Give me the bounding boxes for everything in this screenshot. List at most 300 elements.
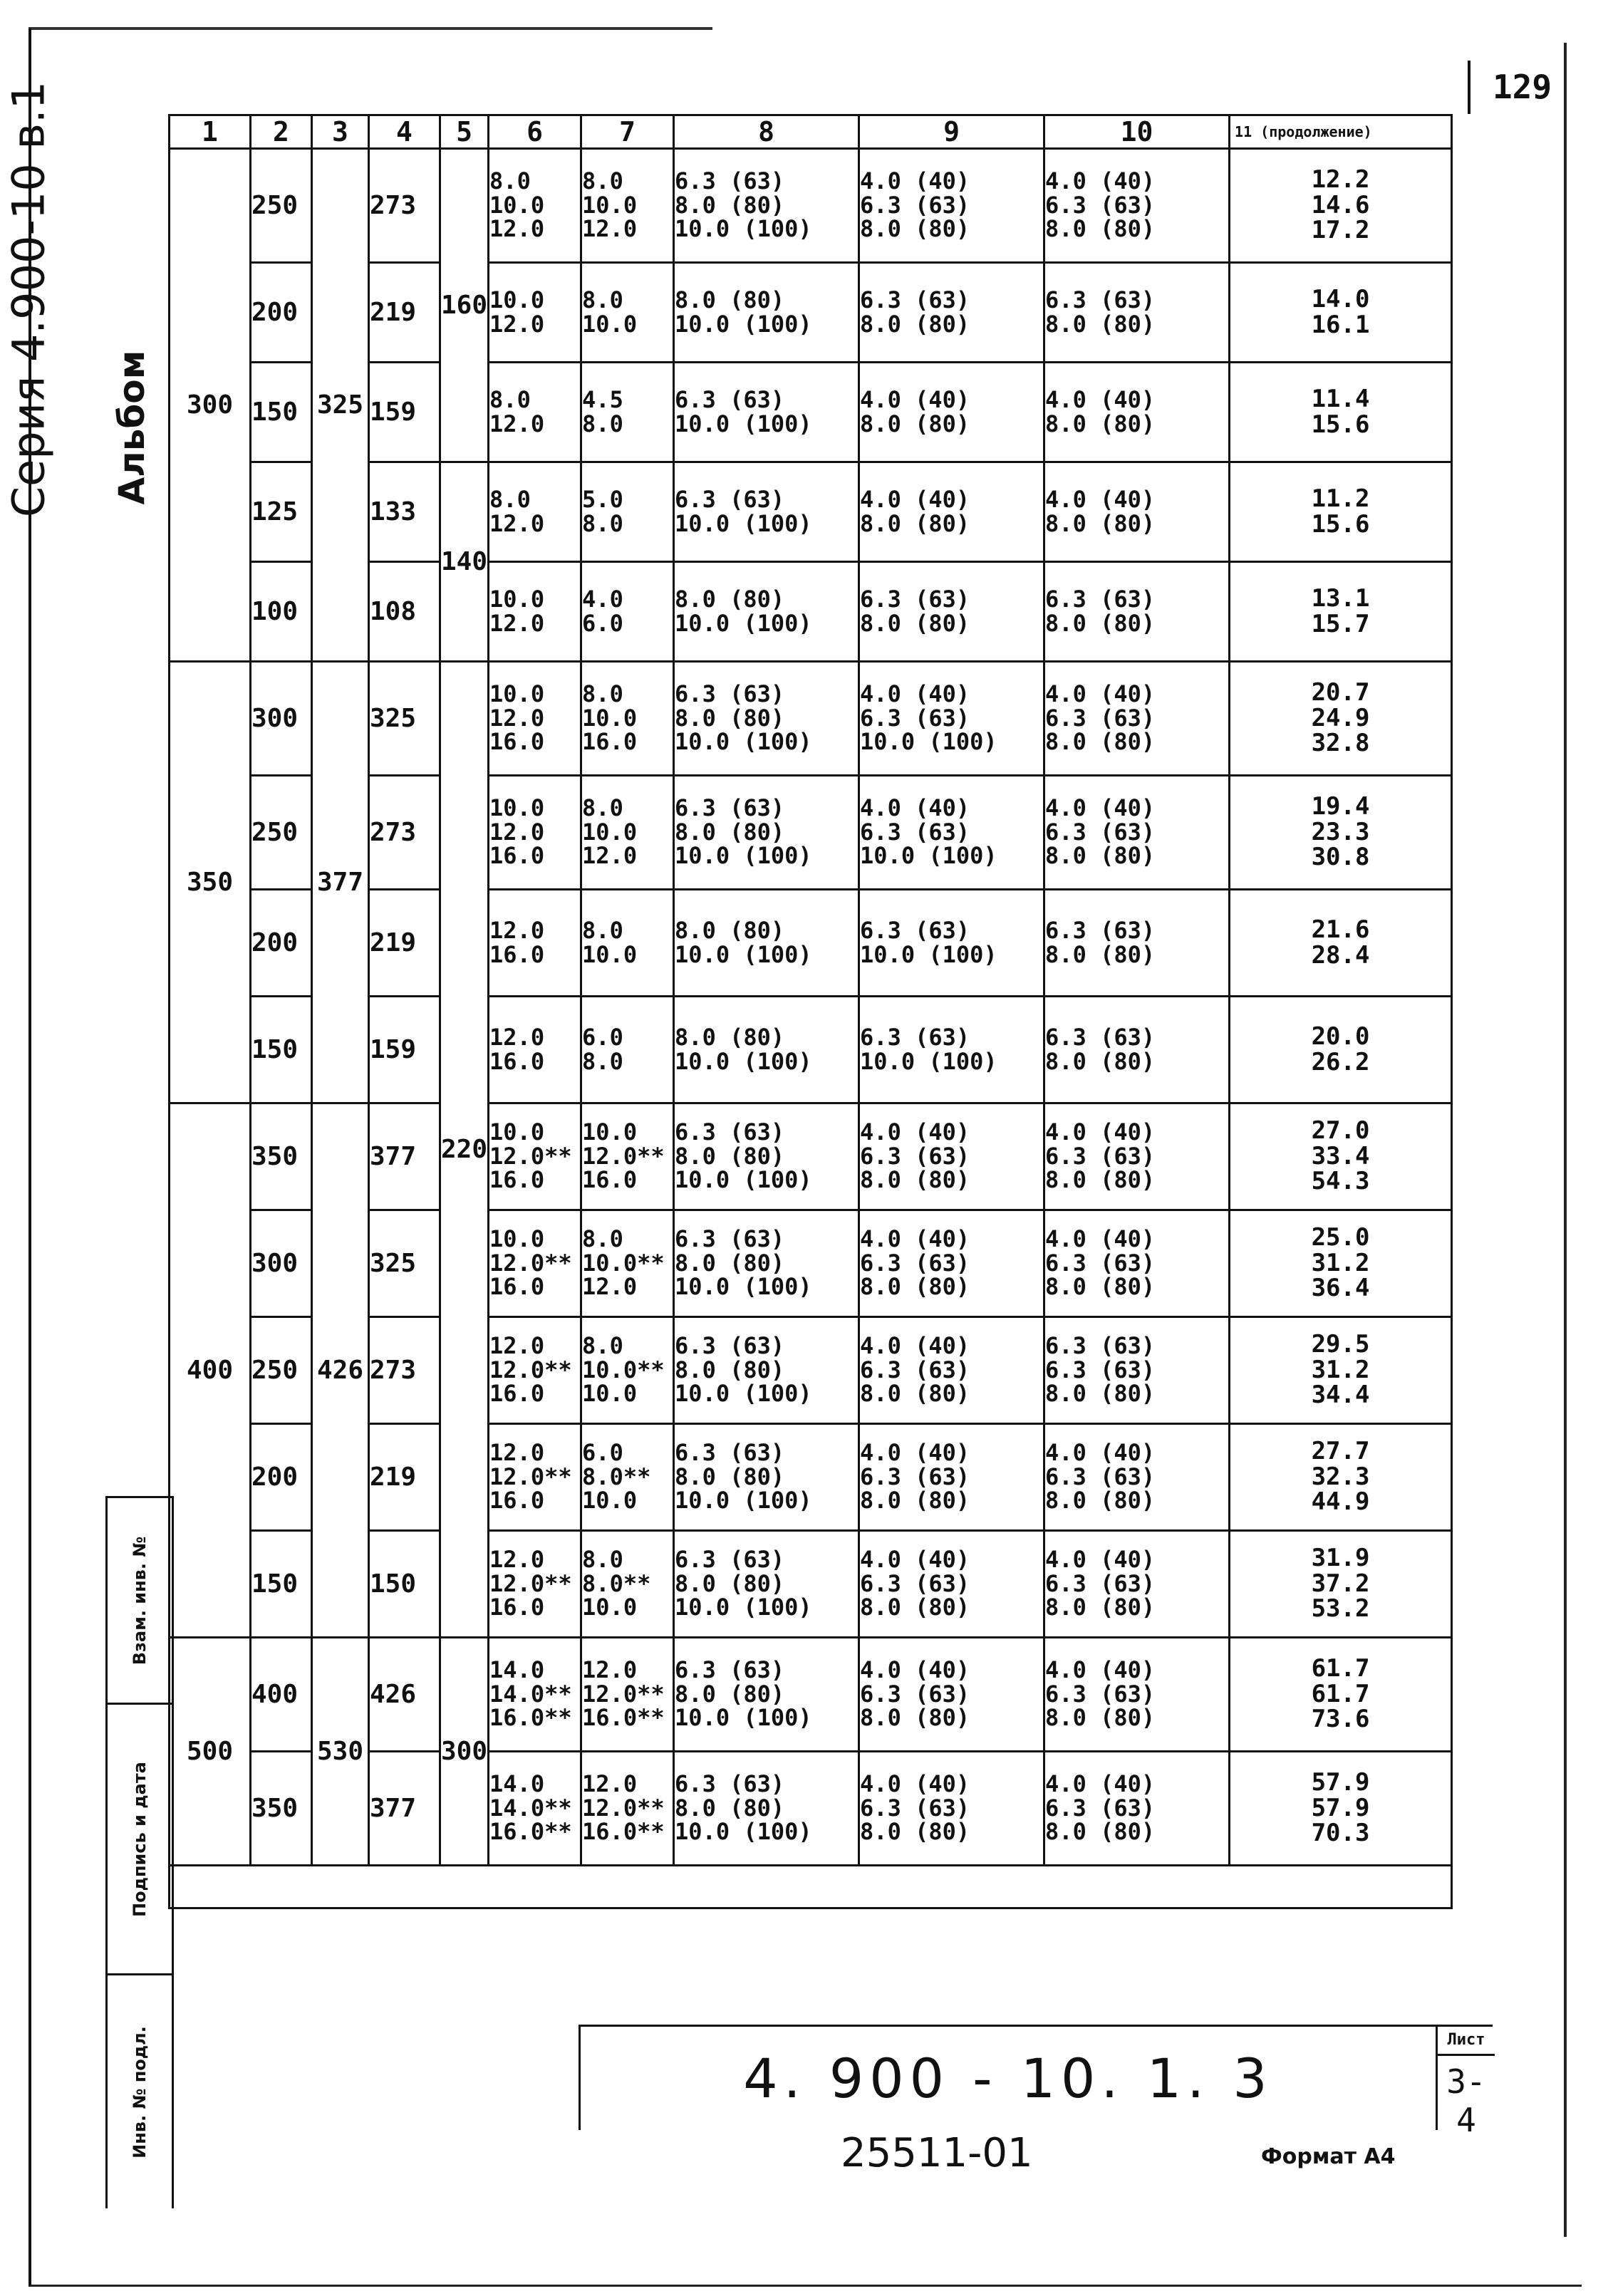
cell-line: 10.0** <box>582 1249 665 1277</box>
cell-c6 <box>489 1103 581 1210</box>
cell-line: 6.0 <box>582 609 623 637</box>
cell-line: 6.3 (63) <box>1045 1569 1156 1597</box>
cell-c10 <box>1044 1210 1230 1317</box>
column-header-11: 11 (продолжение) <box>1230 115 1452 149</box>
cell-c3: 377 <box>312 662 369 1103</box>
cell-c8 <box>674 1317 859 1424</box>
cell-line: 12.2 <box>1311 165 1370 194</box>
cell-line: 11.2 <box>1311 484 1370 513</box>
cell-line: 14.0** <box>489 1794 572 1822</box>
cell-line: 6.3 (63) <box>860 1463 970 1490</box>
cell-line: 70.3 <box>1311 1819 1370 1848</box>
cell-line: 14.0 <box>1311 284 1370 313</box>
cell-c11 <box>1230 1638 1452 1752</box>
cell-c9 <box>859 1103 1044 1210</box>
cell-line: 16.0 <box>489 842 545 870</box>
cell-c2: 350 <box>251 1103 312 1210</box>
cell-line: 8.0 (80) <box>1045 509 1156 537</box>
cell-line: 10.0 (100) <box>675 1047 812 1075</box>
cell-line: 16.0 <box>489 940 545 968</box>
column-header-7: 7 <box>581 115 674 149</box>
cell-line: 6.3 (63) <box>1045 1249 1156 1277</box>
cell-line: 12.0 <box>582 1273 638 1301</box>
cell-line: 4.0 (40) <box>1045 485 1156 513</box>
cell-c10 <box>1044 1103 1230 1210</box>
cell-c7 <box>581 1752 674 1866</box>
cell-line: 4.0 (40) <box>860 1439 970 1467</box>
cell-line: 8.0 (80) <box>675 1569 785 1597</box>
cell-c9 <box>859 562 1044 662</box>
cell-line: 6.3 (63) <box>675 680 785 708</box>
cell-line: 10.0 <box>489 191 545 219</box>
cell-c11 <box>1230 662 1452 776</box>
cell-line: 4.0 (40) <box>1045 1118 1156 1146</box>
cell-line: 8.0 <box>582 286 623 313</box>
cell-line: 10.0 (100) <box>860 842 997 870</box>
cell-c9 <box>859 1752 1044 1866</box>
cell-line: 57.9 <box>1311 1767 1370 1797</box>
column-header-8: 8 <box>674 115 859 149</box>
cell-line: 8.0 (80) <box>860 410 970 437</box>
cell-line: 6.3 (63) <box>860 1569 970 1597</box>
cell-line: 16.0** <box>582 1704 665 1732</box>
cell-line: 16.0 <box>489 1166 545 1194</box>
cell-c8 <box>674 997 859 1103</box>
cell-line: 12.0 <box>489 818 545 846</box>
cell-c8 <box>674 562 859 662</box>
cell-line: 8.0** <box>582 1463 651 1490</box>
cell-c10 <box>1044 1424 1230 1531</box>
cell-c7 <box>581 776 674 890</box>
cell-c4: 426 <box>369 1638 440 1752</box>
cell-c1: 300 <box>170 149 251 662</box>
cell-line: 8.0 (80) <box>675 1249 785 1277</box>
cell-c10 <box>1044 149 1230 263</box>
cell-line: 8.0 <box>582 1332 623 1360</box>
cell-line: 6.3 (63) <box>1045 704 1156 732</box>
cell-c4: 273 <box>369 149 440 263</box>
data-table-wrap <box>168 114 1453 1909</box>
cell-line: 61.7 <box>1311 1679 1370 1708</box>
cell-c7 <box>581 997 674 1103</box>
cell-c2: 100 <box>251 562 312 662</box>
cell-c4: 159 <box>369 363 440 462</box>
cell-line: 24.9 <box>1311 703 1370 732</box>
cell-line: 14.0 <box>489 1656 545 1684</box>
cell-line: 4.0 (40) <box>860 794 970 822</box>
cell-line: 10.0** <box>582 1356 665 1383</box>
cell-c4: 108 <box>369 562 440 662</box>
cell-line: 10.0 <box>489 794 545 822</box>
side-cell-inv-orig <box>108 1973 172 2208</box>
cell-line: 14.0 <box>489 1770 545 1798</box>
series-label: Серия 4.900-10 в.1 <box>2 80 55 518</box>
cell-line: 16.0 <box>582 728 638 756</box>
cell-line: 10.0 <box>582 704 638 732</box>
cell-line: 20.0 <box>1311 1022 1370 1051</box>
cell-line: 6.3 (63) <box>1045 1023 1156 1051</box>
cell-line: 8.0 (80) <box>1045 1594 1156 1621</box>
cell-c7 <box>581 1638 674 1752</box>
cell-line: 16.0 <box>489 728 545 756</box>
cell-c10 <box>1044 1317 1230 1424</box>
cell-c8 <box>674 149 859 263</box>
table-footer-cell <box>170 1866 1452 1908</box>
cell-line: 57.9 <box>1311 1793 1370 1822</box>
cell-c7 <box>581 890 674 997</box>
cell-line: 54.3 <box>1311 1167 1370 1196</box>
cell-line: 8.0 (80) <box>860 310 970 338</box>
cell-c6 <box>489 1531 581 1638</box>
cell-c11 <box>1230 1210 1452 1317</box>
cell-c2: 125 <box>251 462 312 562</box>
cell-c9 <box>859 149 1044 263</box>
table-row <box>170 662 1452 776</box>
cell-c9 <box>859 1424 1044 1531</box>
cell-line: 4.5 <box>582 385 623 413</box>
cell-line: 10.0 (100) <box>675 310 812 338</box>
cell-line: 21.6 <box>1311 915 1370 944</box>
cell-line: 6.3 (63) <box>860 704 970 732</box>
cell-c6 <box>489 1424 581 1531</box>
cell-c6 <box>489 1210 581 1317</box>
cell-line: 4.0 (40) <box>860 485 970 513</box>
cell-line: 8.0 (80) <box>675 1142 785 1170</box>
cell-c4: 377 <box>369 1103 440 1210</box>
cell-line: 8.0 (80) <box>1045 1380 1156 1408</box>
cell-line: 10.0 (100) <box>860 1047 997 1075</box>
cell-line: 8.0 <box>582 410 623 437</box>
cell-c5: 220 <box>440 662 489 1638</box>
cell-line: 6.3 (63) <box>860 818 970 846</box>
cell-line: 12.0** <box>489 1142 572 1170</box>
cell-line: 6.3 (63) <box>1045 916 1156 944</box>
cell-c10 <box>1044 1752 1230 1866</box>
cell-line: 4.0 (40) <box>1045 1546 1156 1574</box>
cell-c2: 250 <box>251 776 312 890</box>
cell-line: 16.0 <box>489 1487 545 1515</box>
cell-line: 8.0 (80) <box>675 585 785 613</box>
cell-line: 4.0 (40) <box>1045 1439 1156 1467</box>
cell-line: 6.3 (63) <box>675 1546 785 1574</box>
cell-c10 <box>1044 263 1230 363</box>
cell-line: 8.0 <box>582 1546 623 1574</box>
cell-c2: 400 <box>251 1638 312 1752</box>
cell-c5: 300 <box>440 1638 489 1866</box>
cell-c9 <box>859 1210 1044 1317</box>
cell-line: 6.3 (63) <box>1045 1142 1156 1170</box>
cell-line: 8.0 (80) <box>675 286 785 313</box>
cell-line: 8.0 (80) <box>1045 1047 1156 1075</box>
cell-c2: 150 <box>251 363 312 462</box>
cell-c11 <box>1230 890 1452 997</box>
cell-line: 8.0 (80) <box>860 1594 970 1621</box>
cell-line: 4.0 (40) <box>860 1332 970 1360</box>
cell-line: 16.0 <box>489 1380 545 1408</box>
cell-line: 8.0 (80) <box>1045 1273 1156 1301</box>
cell-line: 12.0 <box>489 1546 545 1574</box>
cell-c6 <box>489 1317 581 1424</box>
cell-line: 6.3 (63) <box>1045 1794 1156 1822</box>
cell-line: 6.3 (63) <box>1045 1356 1156 1383</box>
cell-line: 16.0** <box>582 1818 665 1846</box>
cell-line: 31.9 <box>1311 1543 1370 1572</box>
side-label-inv-orig: Инв. № подл. <box>130 2025 150 2159</box>
cell-line: 10.0 <box>582 191 638 219</box>
cell-c1: 500 <box>170 1638 251 1866</box>
cell-c9 <box>859 1638 1044 1752</box>
cell-line: 6.3 (63) <box>860 1680 970 1708</box>
cell-line: 15.7 <box>1311 609 1370 638</box>
cell-line: 10.0 (100) <box>675 1166 812 1194</box>
cell-line: 12.0** <box>489 1249 572 1277</box>
cell-line: 8.0 (80) <box>860 1704 970 1732</box>
cell-c2: 300 <box>251 662 312 776</box>
cell-line: 6.3 (63) <box>860 1023 970 1051</box>
cell-line: 8.0 (80) <box>1045 609 1156 637</box>
cell-line: 8.0 (80) <box>675 818 785 846</box>
cell-c8 <box>674 1103 859 1210</box>
cell-line: 10.0 <box>489 585 545 613</box>
cell-c7 <box>581 462 674 562</box>
cell-line: 10.0 <box>582 1118 638 1146</box>
cell-line: 44.9 <box>1311 1487 1370 1517</box>
sheet-number: 3-4 <box>1446 2062 1486 2139</box>
cell-line: 8.0 (80) <box>1045 410 1156 437</box>
cell-line: 6.3 (63) <box>1045 191 1156 219</box>
cell-c7 <box>581 149 674 263</box>
cell-c10 <box>1044 997 1230 1103</box>
cell-line: 8.0 (80) <box>675 1794 785 1822</box>
cell-line: 4.0 (40) <box>1045 1656 1156 1684</box>
cell-line: 12.0 <box>489 916 545 944</box>
cell-line: 36.4 <box>1311 1274 1370 1303</box>
cell-line: 6.3 (63) <box>860 1356 970 1383</box>
cell-c4: 150 <box>369 1531 440 1638</box>
cell-line: 10.0 (100) <box>675 410 812 437</box>
cell-line: 8.0 (80) <box>860 609 970 637</box>
cell-c10 <box>1044 462 1230 562</box>
cell-line: 8.0 <box>582 680 623 708</box>
cell-line: 4.0 (40) <box>1045 1225 1156 1253</box>
sheet-label: Лист <box>1438 2027 1495 2056</box>
cell-line: 10.0 <box>582 1594 638 1621</box>
cell-line: 4.0 (40) <box>1045 680 1156 708</box>
cell-line: 37.2 <box>1311 1569 1370 1598</box>
cell-line: 29.5 <box>1311 1329 1370 1359</box>
cell-line: 12.0 <box>489 609 545 637</box>
cell-line: 8.0 (80) <box>675 191 785 219</box>
cell-c9 <box>859 890 1044 997</box>
paper-format: Формат А4 <box>1261 2144 1396 2169</box>
cell-line: 8.0 (80) <box>1045 1704 1156 1732</box>
drawing-code: 4. 900 - 10. 1. 3 <box>743 2047 1273 2110</box>
cell-line: 10.0 (100) <box>675 609 812 637</box>
cell-line: 12.0 <box>582 1770 638 1798</box>
cell-c9 <box>859 462 1044 562</box>
cell-c5: 160 <box>440 149 489 462</box>
title-block <box>579 2025 1493 2139</box>
cell-line: 10.0 (100) <box>675 509 812 537</box>
cell-line: 13.1 <box>1311 583 1370 613</box>
cell-line: 6.3 (63) <box>675 1439 785 1467</box>
cell-c10 <box>1044 1638 1230 1752</box>
cell-line: 17.2 <box>1311 216 1370 245</box>
cell-line: 8.0 (80) <box>675 704 785 732</box>
cell-c8 <box>674 1210 859 1317</box>
cell-c4: 377 <box>369 1752 440 1866</box>
column-header-4: 4 <box>369 115 440 149</box>
cell-c6 <box>489 363 581 462</box>
cell-line: 16.0 <box>489 1273 545 1301</box>
cell-c6 <box>489 149 581 263</box>
cell-line: 8.0 (80) <box>675 1356 785 1383</box>
cell-line: 12.0 <box>489 1332 545 1360</box>
cell-line: 6.3 (63) <box>675 1656 785 1684</box>
cell-c10 <box>1044 1531 1230 1638</box>
cell-line: 10.0 (100) <box>675 1380 812 1408</box>
column-header-3: 3 <box>312 115 369 149</box>
cell-line: 31.2 <box>1311 1248 1370 1277</box>
cell-line: 16.0 <box>582 1166 638 1194</box>
cell-c11 <box>1230 1424 1452 1531</box>
cell-line: 4.0 (40) <box>860 1225 970 1253</box>
cell-line: 26.2 <box>1311 1047 1370 1076</box>
cell-c2: 200 <box>251 1424 312 1531</box>
page-number: 129 <box>1468 61 1574 114</box>
cell-c9 <box>859 363 1044 462</box>
cell-c11 <box>1230 462 1452 562</box>
side-label-replace-inv: Взам. инв. № <box>130 1536 150 1665</box>
cell-c1: 400 <box>170 1103 251 1638</box>
column-header-1: 1 <box>170 115 251 149</box>
cell-line: 10.0 (100) <box>675 728 812 756</box>
cell-line: 12.0** <box>489 1356 572 1383</box>
cell-c11 <box>1230 1103 1452 1210</box>
cell-line: 16.0 <box>489 1047 545 1075</box>
cell-c5: 140 <box>440 462 489 662</box>
cell-c6 <box>489 997 581 1103</box>
cell-line: 8.0 (80) <box>1045 1166 1156 1194</box>
cell-line: 10.0 <box>489 1118 545 1146</box>
cell-c11 <box>1230 363 1452 462</box>
cell-line: 23.3 <box>1311 817 1370 846</box>
cell-line: 32.8 <box>1311 729 1370 758</box>
cell-line: 4.0 (40) <box>860 1118 970 1146</box>
cell-line: 34.4 <box>1311 1381 1370 1410</box>
side-label-signature: Подпись и дата <box>130 1761 150 1917</box>
cell-line: 6.3 (63) <box>860 585 970 613</box>
cell-line: 12.0** <box>582 1794 665 1822</box>
cell-c10 <box>1044 776 1230 890</box>
cell-line: 8.0 (80) <box>860 509 970 537</box>
cell-line: 12.0** <box>582 1142 665 1170</box>
cell-line: 6.3 (63) <box>675 385 785 413</box>
cell-line: 8.0 <box>582 916 623 944</box>
right-border <box>1564 43 1567 2237</box>
cell-line: 16.0 <box>489 1594 545 1621</box>
cell-c10 <box>1044 662 1230 776</box>
cell-line: 4.0 (40) <box>860 1546 970 1574</box>
cell-line: 6.3 (63) <box>675 1118 785 1146</box>
cell-c11 <box>1230 776 1452 890</box>
cell-c11 <box>1230 1752 1452 1866</box>
cell-line: 6.3 (63) <box>1045 286 1156 313</box>
cell-line: 10.0 <box>582 1487 638 1515</box>
cell-line: 25.0 <box>1311 1222 1370 1252</box>
cell-line: 10.0 (100) <box>675 1487 812 1515</box>
cell-c7 <box>581 1103 674 1210</box>
cell-line: 6.3 (63) <box>860 1142 970 1170</box>
cell-line: 27.0 <box>1311 1116 1370 1145</box>
cell-c9 <box>859 997 1044 1103</box>
cell-line: 8.0 (80) <box>860 1818 970 1846</box>
cell-c6 <box>489 462 581 562</box>
cell-c3: 530 <box>312 1638 369 1866</box>
cell-line: 8.0 (80) <box>675 1463 785 1490</box>
cell-c10 <box>1044 890 1230 997</box>
cell-line: 53.2 <box>1311 1594 1370 1624</box>
cell-line: 19.4 <box>1311 791 1370 821</box>
table-row <box>170 1638 1452 1752</box>
cell-c7 <box>581 1210 674 1317</box>
cell-line: 10.0 <box>582 1380 638 1408</box>
cell-line: 6.3 (63) <box>1045 818 1156 846</box>
cell-c8 <box>674 1424 859 1531</box>
cell-line: 10.0 (100) <box>675 1704 812 1732</box>
cell-c2: 150 <box>251 1531 312 1638</box>
cell-c9 <box>859 776 1044 890</box>
column-header-5: 5 <box>440 115 489 149</box>
cell-c8 <box>674 1531 859 1638</box>
cell-c7 <box>581 1424 674 1531</box>
table-header-row <box>170 115 1452 149</box>
cell-line: 10.0 (100) <box>675 842 812 870</box>
cell-line: 8.0 (80) <box>1045 215 1156 243</box>
cell-line: 12.0 <box>582 1656 638 1684</box>
cell-line: 8.0 (80) <box>1045 940 1156 968</box>
cell-c6 <box>489 662 581 776</box>
cell-line: 12.0 <box>489 310 545 338</box>
cell-line: 4.0 (40) <box>1045 794 1156 822</box>
cell-c4: 219 <box>369 263 440 363</box>
cell-c8 <box>674 776 859 890</box>
cell-c6 <box>489 562 581 662</box>
cell-c7 <box>581 1531 674 1638</box>
sheet-box <box>1436 2027 1495 2139</box>
cell-c8 <box>674 1638 859 1752</box>
cell-line: 6.3 (63) <box>860 191 970 219</box>
cell-c6 <box>489 1638 581 1752</box>
cell-line: 6.0 <box>582 1439 623 1467</box>
cell-line: 12.0 <box>489 704 545 732</box>
cell-c6 <box>489 1752 581 1866</box>
cell-c4: 325 <box>369 662 440 776</box>
cell-line: 6.3 (63) <box>1045 1463 1156 1490</box>
cell-line: 16.1 <box>1311 310 1370 339</box>
cell-c9 <box>859 662 1044 776</box>
cell-line: 8.0 <box>582 1225 623 1253</box>
cell-line: 8.0 (80) <box>860 1166 970 1194</box>
side-cell-signature <box>108 1703 172 1973</box>
cell-line: 10.0 (100) <box>675 1594 812 1621</box>
cell-line: 12.0 <box>489 215 545 243</box>
cell-c4: 133 <box>369 462 440 562</box>
cell-line: 31.2 <box>1311 1355 1370 1384</box>
cell-line: 10.0 (100) <box>675 1818 812 1846</box>
cell-line: 12.0 <box>489 1439 545 1467</box>
cell-line: 6.3 (63) <box>675 1770 785 1798</box>
